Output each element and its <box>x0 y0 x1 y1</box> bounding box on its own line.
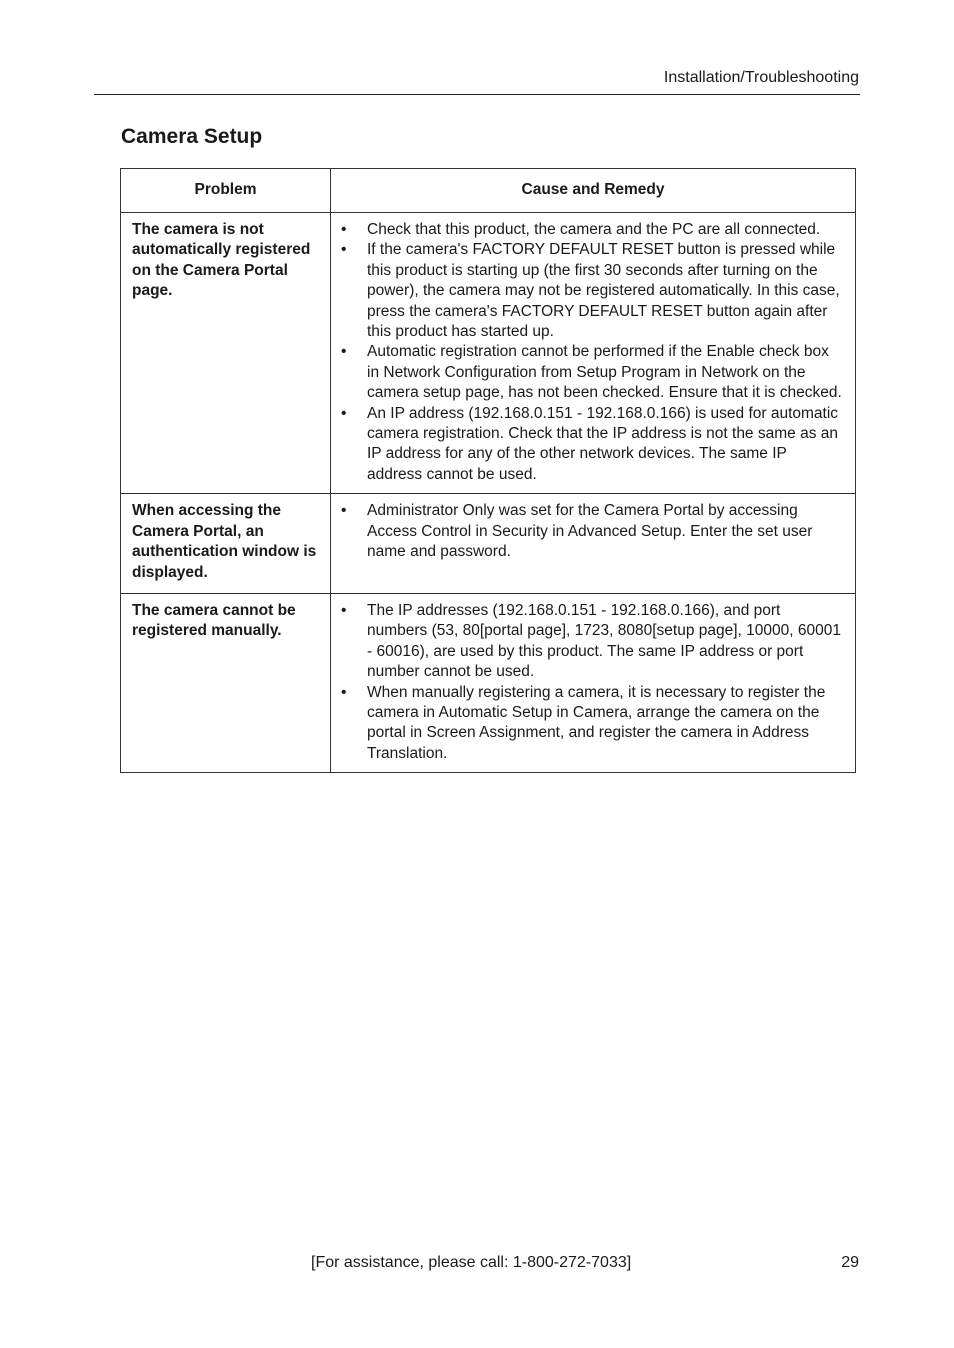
remedy-list <box>341 220 843 485</box>
remedy-text: Administrator Only was set for the Camera Portal by accessing Access Control in Security in Advanced Setup. Enter the set user name and password. <box>367 502 813 561</box>
page-title: Camera Setup <box>121 125 263 148</box>
bullet-icon: • <box>341 241 347 259</box>
remedy-cell <box>331 213 856 494</box>
troubleshooting-table <box>120 168 856 773</box>
problem-cell: The camera cannot be registered manually. <box>121 593 331 772</box>
remedy-list <box>341 501 843 562</box>
table-row <box>121 593 856 772</box>
column-header-cause-and-remedy: Cause and Remedy <box>331 169 856 213</box>
page-number: 29 <box>841 1254 859 1271</box>
remedy-item <box>341 220 843 240</box>
bullet-icon: • <box>341 404 347 422</box>
problem-cell: The camera is not automatically registered on the Camera Portal page. <box>121 213 331 494</box>
bullet-icon: • <box>341 502 347 520</box>
remedy-text: If the camera's FACTORY DEFAULT RESET button is pressed while this product is starting up (the first 30 seconds after turning on the power), the camera may not be registered automatically. In this case, press the camera's FACTORY DEFAULT RESET button again after this product has started up. <box>367 241 840 341</box>
table-row <box>121 494 856 594</box>
remedy-item <box>341 601 843 683</box>
remedy-text: The IP addresses (192.168.0.151 - 192.168.0.166), and port numbers (53, 80[portal page], 1723, 8080[setup page], 10000, 60001 - 60016), are used by this product. The same IP address or port number cannot be used. <box>367 601 841 681</box>
remedy-list <box>341 601 843 764</box>
bullet-icon: • <box>341 343 347 361</box>
bullet-icon: • <box>341 601 347 619</box>
remedy-item <box>341 240 843 342</box>
column-header-problem: Problem <box>121 169 331 213</box>
bullet-icon: • <box>341 221 347 238</box>
remedy-text: Check that this product, the camera and the PC are all connected. <box>367 221 821 238</box>
remedy-item <box>341 404 843 486</box>
header-section-title: Installation/Troubleshooting <box>663 69 859 86</box>
remedy-item <box>341 683 843 765</box>
remedy-text: An IP address (192.168.0.151 - 192.168.0.166) is used for automatic camera registration. Check that the IP address is not the same as an IP address for any of the other network devices. The same IP address cannot be used. <box>367 404 839 483</box>
remedy-item <box>341 342 843 403</box>
header-divider <box>94 94 860 95</box>
remedy-text: Automatic registration cannot be performed if the Enable check box in Network Configuration from Setup Program in Network on the camera setup page, has not been checked. Ensure that it is checked. <box>367 343 842 402</box>
remedy-cell <box>331 494 856 594</box>
table-header-row <box>121 169 856 213</box>
footer-assistance-text: [For assistance, please call: 1-800-272-7033] <box>311 1254 632 1271</box>
remedy-cell <box>331 593 856 772</box>
remedy-text: When manually registering a camera, it is necessary to register the camera in Automatic Setup in Camera, arrange the camera on the portal in Screen Assignment, and register the camera in Address Translation. <box>367 683 826 762</box>
problem-cell: When accessing the Camera Portal, an authentication window is displayed. <box>121 494 331 594</box>
bullet-icon: • <box>341 683 347 701</box>
table-row <box>121 213 856 494</box>
remedy-item <box>341 501 843 562</box>
